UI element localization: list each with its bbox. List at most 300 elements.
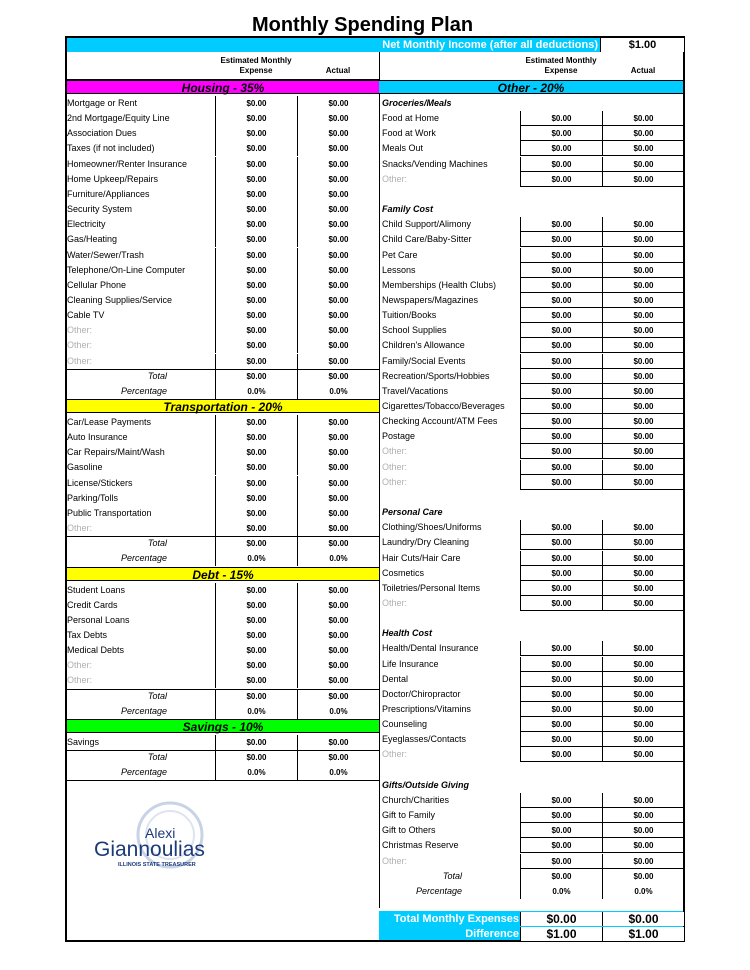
housing-item-0-estimated[interactable]: $0.00 [215,96,297,111]
groceries-item-0-label-wrap [382,111,518,126]
groceries-item-2-actual[interactable]: $0.00 [602,141,684,156]
housing-item-12-actual[interactable]: $0.00 [297,278,379,293]
groceries-item-2-estimated[interactable]: $0.00 [520,141,602,156]
debt-item-3-estimated[interactable]: $0.00 [215,628,297,643]
family-item-3-estimated[interactable]: $0.00 [520,263,602,278]
housing-item-10-actual[interactable]: $0.00 [297,248,379,263]
health-item-4-label: Prescriptions/Vitamins [382,704,471,714]
savings-pct-estimated: 0.0% [215,765,297,780]
personal-care-group-title: Personal Care [382,507,443,518]
housing-item-7-label-wrap [67,202,213,217]
left-estimated-header: Estimated Monthly Expense [220,56,292,75]
groceries-item-1-estimated[interactable]: $0.00 [520,126,602,141]
personal-care-item-3-actual[interactable]: $0.00 [602,566,684,581]
gifts-item-0-estimated[interactable]: $0.00 [520,793,602,808]
health-item-7-label: Other: [382,749,408,760]
family-item-17-estimated[interactable]: $0.00 [520,475,602,490]
debt-item-3-label: Tax Debts [67,629,108,640]
housing-item-4-actual[interactable]: $0.00 [297,157,379,172]
family-item-6-actual[interactable]: $0.00 [602,308,684,323]
transportation-item-2-actual[interactable]: $0.00 [297,445,379,460]
family-item-2-label: Pet Care [382,249,418,260]
housing-total-label: Total [147,370,167,381]
housing-item-6-label-wrap [67,187,213,202]
personal-care-item-4-actual[interactable]: $0.00 [602,581,684,596]
housing-item-0-label-wrap [67,96,213,111]
family-item-16-estimated[interactable]: $0.00 [520,460,602,475]
difference-estimated: $1.00 [520,927,602,941]
family-item-7-actual[interactable]: $0.00 [602,323,684,338]
health-item-3-actual[interactable]: $0.00 [602,687,684,702]
debt-item-4-label: Medical Debts [67,645,125,656]
housing-item-10-label-wrap [67,248,213,263]
gifts-item-4-actual[interactable]: $0.00 [602,854,684,869]
family-item-16-label-wrap [382,460,518,475]
family-item-7-estimated[interactable]: $0.00 [520,323,602,338]
transportation-item-6-actual[interactable]: $0.00 [297,506,379,521]
family-item-9-estimated[interactable]: $0.00 [520,354,602,369]
total-expenses-label: Total Monthly Expenses [393,913,519,925]
family-item-10-estimated[interactable]: $0.00 [520,369,602,384]
debt-pct-label: Percentage [120,705,167,716]
gifts-item-3-label-wrap [382,838,518,853]
personal-care-item-2-actual[interactable]: $0.00 [602,551,684,566]
gifts-item-2-label-wrap [382,823,518,838]
page-title: Monthly Spending Plan [251,14,474,36]
housing-item-16-estimated[interactable]: $0.00 [215,338,297,353]
housing-item-0-actual[interactable]: $0.00 [297,96,379,111]
transportation-item-7-actual[interactable]: $0.00 [297,521,379,536]
personal-care-item-4-label: Toiletries/Personal Items [382,582,481,593]
family-item-3-label-wrap [382,263,518,278]
groceries-group-title: Groceries/Meals [382,98,452,108]
family-item-0-actual[interactable]: $0.00 [602,217,684,232]
housing-pct-label: Percentage [120,385,167,396]
housing-item-14-label: Cable TV [67,310,105,321]
health-item-6-estimated[interactable]: $0.00 [520,732,602,747]
gifts-item-2-label: Gift to Others [382,825,436,836]
family-item-2-label-wrap [382,248,518,263]
family-item-14-label-wrap [382,429,518,444]
personal-care-item-5-actual[interactable]: $0.00 [602,596,684,611]
groceries-item-4-label-wrap [382,172,518,187]
difference-actual: $1.00 [602,927,684,941]
family-item-15-estimated[interactable]: $0.00 [520,444,602,459]
family-item-4-label: Memberships (Health Clubs) [382,279,497,290]
family-item-16-actual[interactable]: $0.00 [602,460,684,475]
family-item-6-estimated[interactable]: $0.00 [520,308,602,323]
family-item-1-actual[interactable]: $0.00 [602,232,684,247]
transportation-item-2-label: Car Repairs/Maint/Wash [67,447,165,458]
transportation-total-label: Total [147,538,167,549]
housing-item-3-label: Taxes (if not included) [67,143,155,154]
housing-item-7-label: Security System [67,204,133,215]
family-item-5-actual[interactable]: $0.00 [602,293,684,308]
health-item-2-label: Dental [382,673,409,684]
housing-item-17-estimated[interactable]: $0.00 [215,354,297,369]
personal-care-item-5-label: Other: [382,597,408,608]
debt-item-2-label: Personal Loans [67,614,130,625]
housing-item-6-label: Furniture/Appliances [67,188,150,199]
personal-care-item-0-label: Clothing/Shoes/Uniforms [382,522,482,533]
family-item-2-estimated[interactable]: $0.00 [520,248,602,263]
groceries-item-4-actual[interactable]: $0.00 [602,172,684,187]
savings-total-estimated: $0.00 [215,750,297,765]
housing-item-14-actual[interactable]: $0.00 [297,308,379,323]
housing-pct-estimated: 0.0% [215,384,297,399]
gifts-item-2-estimated[interactable]: $0.00 [520,823,602,838]
housing-item-4-estimated[interactable]: $0.00 [215,157,297,172]
housing-item-17-label: Other: [67,355,93,366]
family-item-0-label: Child Support/Alimony [382,219,472,230]
logo-caption: ILLINOIS STATE TREASURER [118,862,196,868]
groceries-item-4-estimated[interactable]: $0.00 [520,172,602,187]
housing-item-5-actual[interactable]: $0.00 [297,172,379,187]
transportation-item-0-label: Car/Lease Payments [67,417,152,427]
groceries-item-3-actual[interactable]: $0.00 [602,157,684,172]
housing-item-4-label: Homeowner/Renter Insurance [67,158,188,169]
housing-item-16-label-wrap [67,338,213,353]
personal-care-item-5-estimated[interactable]: $0.00 [520,596,602,611]
gifts-item-0-label-wrap [382,793,518,808]
column-divider [379,52,380,908]
housing-item-2-actual[interactable]: $0.00 [297,126,379,141]
housing-item-3-actual[interactable]: $0.00 [297,141,379,156]
housing-item-15-label-wrap [67,323,213,338]
gifts-item-4-label-wrap [382,854,518,869]
family-item-15-label: Other: [382,446,408,457]
grid-line [67,780,379,781]
housing-item-7-actual[interactable]: $0.00 [297,202,379,217]
health-item-5-label-wrap [382,717,518,732]
debt-item-6-actual[interactable]: $0.00 [297,673,379,688]
housing-item-10-estimated[interactable]: $0.00 [215,248,297,263]
transportation-item-3-estimated[interactable]: $0.00 [215,460,297,475]
housing-item-3-estimated[interactable]: $0.00 [215,141,297,156]
health-item-1-label: Life Insurance [382,658,439,669]
transportation-item-1-label-wrap [67,430,213,445]
housing-item-11-label: Telephone/On-Line Computer [67,264,186,275]
transportation-pct-actual: 0.0% [297,551,379,566]
family-item-9-actual[interactable]: $0.00 [602,354,684,369]
housing-item-9-actual[interactable]: $0.00 [297,232,379,247]
health-item-4-estimated[interactable]: $0.00 [520,702,602,717]
housing-item-1-estimated[interactable]: $0.00 [215,111,297,126]
savings-item-0-label: Savings [67,736,100,747]
health-item-0-actual[interactable]: $0.00 [602,641,684,656]
debt-item-3-label-wrap [67,628,213,643]
groceries-item-0-actual[interactable]: $0.00 [602,111,684,126]
housing-item-1-label-wrap [67,111,213,126]
debt-item-6-label-wrap [67,673,213,688]
transportation-item-4-label: License/Stickers [67,477,133,488]
housing-item-6-actual[interactable]: $0.00 [297,187,379,202]
debt-item-6-label: Other: [67,675,93,686]
health-item-6-label-wrap [382,732,518,747]
transportation-item-0-estimated[interactable]: $0.00 [215,415,297,430]
debt-item-0-estimated[interactable]: $0.00 [215,583,297,598]
gifts-item-1-label-wrap [382,808,518,823]
health-item-5-actual[interactable]: $0.00 [602,717,684,732]
transportation-pct-label: Percentage [120,553,167,564]
debt-item-1-label-wrap [67,598,213,613]
gifts-item-3-actual[interactable]: $0.00 [602,838,684,853]
health-item-0-label: Health/Dental Insurance [382,643,479,654]
family-item-11-estimated[interactable]: $0.00 [520,384,602,399]
housing-item-2-estimated[interactable]: $0.00 [215,126,297,141]
family-item-13-estimated[interactable]: $0.00 [520,414,602,429]
housing-item-9-label-wrap [67,232,213,247]
housing-item-14-estimated[interactable]: $0.00 [215,308,297,323]
debt-section-header: Debt - 15% [67,567,379,581]
personal-care-item-3-label-wrap [382,566,518,581]
family-item-1-label: Child Care/Baby-Sitter [382,234,472,245]
housing-item-6-estimated[interactable]: $0.00 [215,187,297,202]
health-item-1-estimated[interactable]: $0.00 [520,657,602,672]
debt-item-1-actual[interactable]: $0.00 [297,598,379,613]
gifts-item-2-actual[interactable]: $0.00 [602,823,684,838]
housing-item-8-estimated[interactable]: $0.00 [215,217,297,232]
health-item-2-label-wrap [382,672,518,687]
groceries-item-0-label: Food at Home [382,113,440,124]
transportation-item-1-actual[interactable]: $0.00 [297,430,379,445]
housing-item-17-actual[interactable]: $0.00 [297,354,379,369]
debt-item-2-actual[interactable]: $0.00 [297,613,379,628]
housing-total-estimated: $0.00 [215,369,297,384]
family-item-14-estimated[interactable]: $0.00 [520,429,602,444]
transportation-item-2-estimated[interactable]: $0.00 [215,445,297,460]
housing-item-4-label-wrap [67,157,213,172]
other-pct-actual: 0.0% [602,884,684,899]
health-item-2-actual[interactable]: $0.00 [602,672,684,687]
family-item-6-label: Tuition/Books [382,310,437,321]
personal-care-item-0-estimated[interactable]: $0.00 [520,520,602,535]
debt-item-1-estimated[interactable]: $0.00 [215,598,297,613]
other-total-estimated: $0.00 [520,869,602,884]
total-expenses-estimated: $0.00 [520,912,602,926]
debt-item-3-actual[interactable]: $0.00 [297,628,379,643]
family-item-13-label: Checking Account/ATM Fees [382,416,498,427]
family-item-9-label: Family/Social Events [382,355,466,366]
housing-item-15-estimated[interactable]: $0.00 [215,323,297,338]
health-item-7-estimated[interactable]: $0.00 [520,747,602,762]
groceries-item-1-label: Food at Work [382,128,436,139]
housing-item-8-label-wrap [67,217,213,232]
debt-item-5-label: Other: [67,660,93,671]
personal-care-item-3-estimated[interactable]: $0.00 [520,566,602,581]
gifts-item-0-actual[interactable]: $0.00 [602,793,684,808]
family-item-3-label: Lessons [382,264,416,275]
housing-item-11-actual[interactable]: $0.00 [297,263,379,278]
left-actual-header: Actual [325,66,351,75]
housing-item-5-estimated[interactable]: $0.00 [215,172,297,187]
family-item-8-actual[interactable]: $0.00 [602,338,684,353]
transportation-total-actual: $0.00 [297,536,379,551]
housing-item-11-estimated[interactable]: $0.00 [215,263,297,278]
family-item-5-label: Newspapers/Magazines [382,294,479,305]
personal-care-item-2-label-wrap [382,551,518,566]
housing-item-0-label: Mortgage or Rent [67,98,138,108]
savings-total-actual: $0.00 [297,750,379,765]
transportation-item-5-actual[interactable]: $0.00 [297,491,379,506]
personal-care-item-1-estimated[interactable]: $0.00 [520,535,602,550]
transportation-item-1-label: Auto Insurance [67,432,128,443]
health-item-3-label-wrap [382,687,518,702]
personal-care-item-1-actual[interactable]: $0.00 [602,535,684,550]
debt-item-5-label-wrap [67,658,213,673]
personal-care-item-5-label-wrap [382,596,518,611]
savings-item-0-actual[interactable]: $0.00 [297,735,379,750]
housing-item-2-label-wrap [67,126,213,141]
family-item-12-actual[interactable]: $0.00 [602,399,684,414]
housing-item-9-label: Gas/Heating [67,234,118,245]
family-group-title: Family Cost [382,204,434,215]
debt-item-0-actual[interactable]: $0.00 [297,583,379,598]
health-item-7-actual[interactable]: $0.00 [602,747,684,762]
health-item-4-label-wrap [382,702,518,717]
housing-item-13-label-wrap [67,293,213,308]
family-item-17-actual[interactable]: $0.00 [602,475,684,490]
family-item-10-actual[interactable]: $0.00 [602,369,684,384]
personal-care-item-4-estimated[interactable]: $0.00 [520,581,602,596]
gifts-item-4-estimated[interactable]: $0.00 [520,854,602,869]
health-item-0-estimated[interactable]: $0.00 [520,641,602,656]
state-treasurer-logo [90,800,250,870]
family-item-1-estimated[interactable]: $0.00 [520,232,602,247]
health-item-5-estimated[interactable]: $0.00 [520,717,602,732]
transportation-item-3-actual[interactable]: $0.00 [297,460,379,475]
family-item-5-estimated[interactable]: $0.00 [520,293,602,308]
housing-item-5-label-wrap [67,172,213,187]
health-item-3-estimated[interactable]: $0.00 [520,687,602,702]
debt-item-0-label: Student Loans [67,584,126,595]
family-item-0-estimated[interactable]: $0.00 [520,217,602,232]
logo-last-name: Giannoulias [94,838,205,861]
groceries-item-0-estimated[interactable]: $0.00 [520,111,602,126]
family-item-17-label: Other: [382,476,408,487]
family-item-8-estimated[interactable]: $0.00 [520,338,602,353]
housing-item-7-estimated[interactable]: $0.00 [215,202,297,217]
groceries-item-2-label-wrap [382,141,518,156]
debt-item-2-label-wrap [67,613,213,628]
personal-care-item-3-label: Cosmetics [382,567,425,578]
gifts-item-1-actual[interactable]: $0.00 [602,808,684,823]
debt-total-label: Total [147,690,167,701]
debt-item-2-estimated[interactable]: $0.00 [215,613,297,628]
family-item-13-actual[interactable]: $0.00 [602,414,684,429]
debt-item-4-actual[interactable]: $0.00 [297,643,379,658]
family-item-9-label-wrap [382,354,518,369]
savings-total-label: Total [147,752,167,762]
housing-item-15-actual[interactable]: $0.00 [297,323,379,338]
housing-section-header: Housing - 35% [67,80,379,94]
housing-item-10-label: Water/Sewer/Trash [67,249,144,260]
family-item-1-label-wrap [382,232,518,247]
housing-item-3-label-wrap [67,141,213,156]
housing-item-9-estimated[interactable]: $0.00 [215,232,297,247]
personal-care-item-2-label: Hair Cuts/Hair Care [382,552,461,563]
family-item-4-label-wrap [382,278,518,293]
debt-item-4-estimated[interactable]: $0.00 [215,643,297,658]
groceries-item-1-label-wrap [382,126,518,141]
transportation-item-0-label-wrap [67,415,213,430]
right-estimated-header: Estimated Monthly Expense [525,56,597,75]
family-item-12-label: Cigarettes/Tobacco/Beverages [382,401,505,411]
debt-item-6-estimated[interactable]: $0.00 [215,673,297,688]
family-item-3-actual[interactable]: $0.00 [602,263,684,278]
transportation-item-2-label-wrap [67,445,213,460]
family-item-2-actual[interactable]: $0.00 [602,248,684,263]
transportation-item-0-actual[interactable]: $0.00 [297,415,379,430]
personal-care-item-0-actual[interactable]: $0.00 [602,520,684,535]
debt-item-5-estimated[interactable]: $0.00 [215,658,297,673]
health-item-1-actual[interactable]: $0.00 [602,657,684,672]
family-item-4-actual[interactable]: $0.00 [602,278,684,293]
transportation-item-1-estimated[interactable]: $0.00 [215,430,297,445]
gifts-item-3-estimated[interactable]: $0.00 [520,838,602,853]
housing-item-13-estimated[interactable]: $0.00 [215,293,297,308]
transportation-item-7-estimated[interactable]: $0.00 [215,521,297,536]
family-item-15-actual[interactable]: $0.00 [602,444,684,459]
housing-item-5-label: Home Upkeep/Repairs [67,173,159,184]
health-item-4-actual[interactable]: $0.00 [602,702,684,717]
housing-item-12-estimated[interactable]: $0.00 [215,278,297,293]
debt-total-estimated: $0.00 [215,689,297,704]
debt-total-actual: $0.00 [297,689,379,704]
housing-item-1-actual[interactable]: $0.00 [297,111,379,126]
gifts-item-1-label: Gift to Family [382,810,436,821]
savings-pct-label: Percentage [120,767,167,778]
housing-total-actual: $0.00 [297,369,379,384]
family-item-12-estimated[interactable]: $0.00 [520,399,602,414]
personal-care-item-2-estimated[interactable]: $0.00 [520,551,602,566]
gifts-item-1-estimated[interactable]: $0.00 [520,808,602,823]
transportation-item-4-estimated[interactable]: $0.00 [215,476,297,491]
family-item-10-label: Recreation/Sports/Hobbies [382,370,490,381]
health-item-6-actual[interactable]: $0.00 [602,732,684,747]
other-total-label: Total [442,870,462,881]
health-item-6-label: Eyeglasses/Contacts [382,734,467,745]
transportation-item-5-label: Parking/Tolls [67,492,119,503]
debt-item-5-actual[interactable]: $0.00 [297,658,379,673]
family-item-6-label-wrap [382,308,518,323]
housing-item-12-label: Cellular Phone [67,279,127,290]
transportation-item-6-label-wrap [67,506,213,521]
transportation-item-6-estimated[interactable]: $0.00 [215,506,297,521]
housing-item-14-label-wrap [67,308,213,323]
transportation-item-3-label-wrap [67,460,213,475]
groceries-item-1-actual[interactable]: $0.00 [602,126,684,141]
groceries-item-3-estimated[interactable]: $0.00 [520,157,602,172]
other-pct-label: Percentage [415,885,462,896]
savings-item-0-estimated[interactable]: $0.00 [215,735,297,750]
right-actual-header: Actual [630,66,656,75]
housing-item-8-actual[interactable]: $0.00 [297,217,379,232]
family-item-4-estimated[interactable]: $0.00 [520,278,602,293]
health-item-2-estimated[interactable]: $0.00 [520,672,602,687]
transportation-item-4-actual[interactable]: $0.00 [297,476,379,491]
transportation-item-5-estimated[interactable]: $0.00 [215,491,297,506]
housing-item-16-actual[interactable]: $0.00 [297,338,379,353]
health-item-5-label: Counseling [382,719,428,730]
health-item-3-label: Doctor/Chiropractor [382,688,461,699]
family-item-11-actual[interactable]: $0.00 [602,384,684,399]
net-income-value[interactable]: $1.00 [600,38,684,52]
housing-item-13-label: Cleaning Supplies/Service [67,294,173,305]
housing-item-2-label: Association Dues [67,128,137,139]
family-item-14-actual[interactable]: $0.00 [602,429,684,444]
housing-item-13-actual[interactable]: $0.00 [297,293,379,308]
